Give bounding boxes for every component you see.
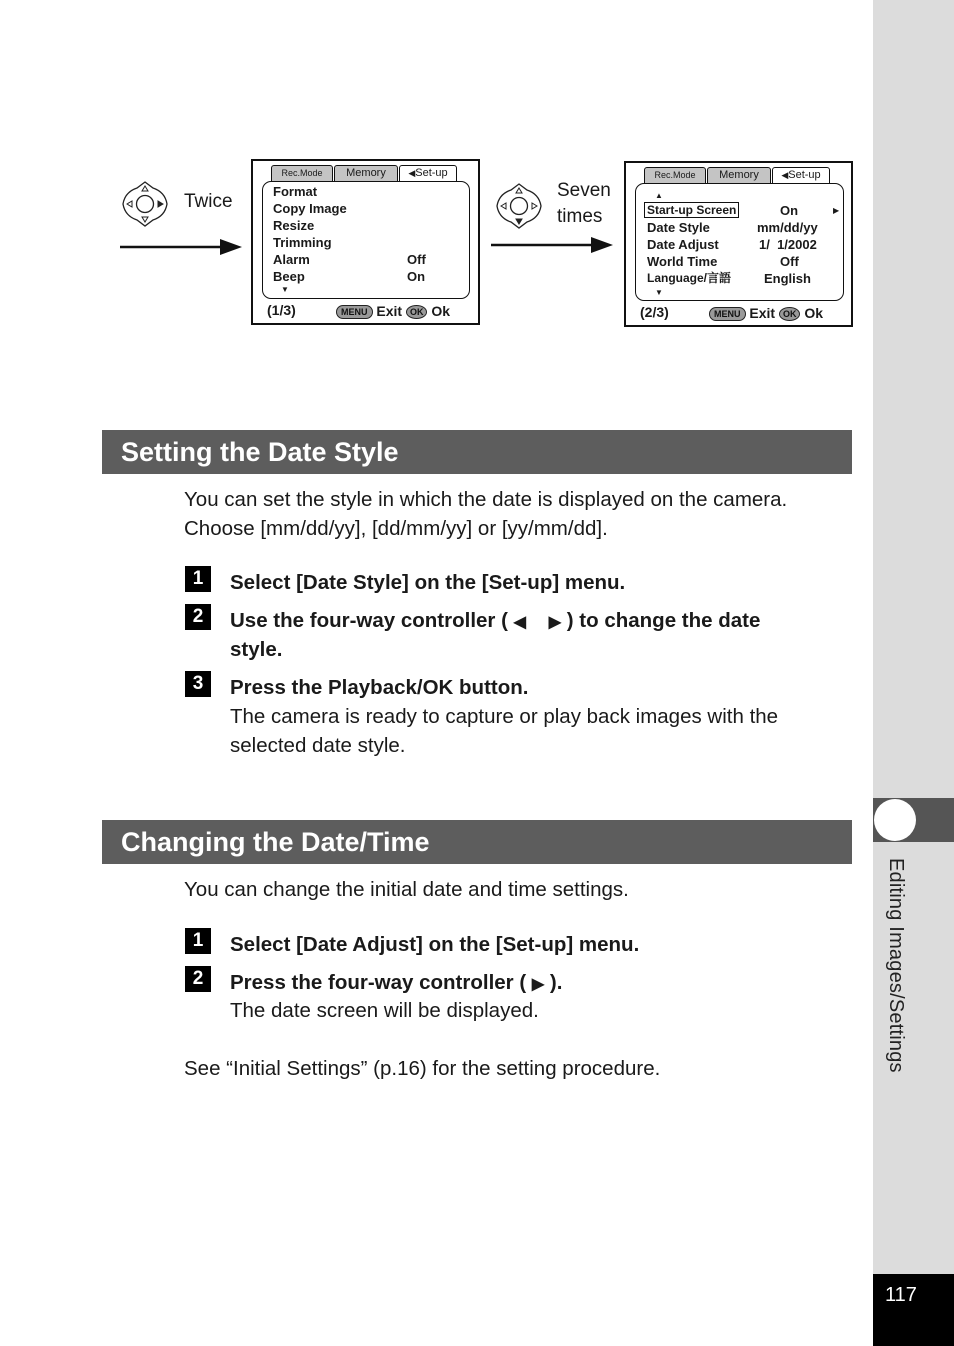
menu-value-startup-screen: On bbox=[780, 203, 799, 218]
menu-item-alarm: Alarm bbox=[273, 252, 310, 267]
step-text: Select [Date Adjust] on the [Set-up] menu. bbox=[230, 933, 640, 956]
page-indicator: (1/3) bbox=[267, 302, 296, 318]
step-number: 3 bbox=[185, 671, 211, 697]
right-triangle-icon: ▶ bbox=[548, 614, 562, 631]
four-way-controller-icon bbox=[495, 182, 543, 230]
menu-value-world-time: Off bbox=[780, 254, 799, 269]
menu-item-copy-image: Copy Image bbox=[273, 201, 347, 216]
menu-value-language: English bbox=[764, 271, 811, 286]
chapter-label: Editing Images/Settings bbox=[885, 858, 907, 1073]
selected-item-label: Start-up Screen bbox=[644, 202, 739, 218]
right-triangle-icon: ▶ bbox=[531, 976, 545, 993]
step-description: The date screen will be displayed. bbox=[230, 999, 539, 1022]
tab-setup-label: Set-up bbox=[788, 169, 821, 181]
menu-item-beep: Beep bbox=[273, 269, 305, 284]
menu-value-alarm: Off bbox=[407, 252, 426, 267]
step-text bbox=[230, 606, 760, 637]
right-arrow-icon bbox=[120, 237, 244, 257]
menu-item-language: Language/言語 bbox=[647, 271, 732, 285]
step-text bbox=[230, 968, 562, 999]
times-label: times bbox=[557, 206, 603, 227]
setup-menu-screen-2 bbox=[624, 161, 853, 327]
menu-item-trimming: Trimming bbox=[273, 235, 332, 250]
tab-memory: Memory bbox=[707, 167, 771, 184]
ok-label: Ok bbox=[804, 305, 824, 321]
step-description: selected date style. bbox=[230, 734, 406, 757]
menu-value-beep: On bbox=[407, 269, 426, 284]
tab-rec-mode: Rec.Mode bbox=[644, 167, 706, 184]
left-triangle-icon: ◀ bbox=[513, 614, 526, 631]
tab-setup-label: Set-up bbox=[415, 167, 448, 179]
tab-setup bbox=[399, 165, 457, 182]
four-way-controller-icon bbox=[121, 180, 169, 228]
section-heading-date-style: Setting the Date Style bbox=[102, 430, 852, 474]
ok-key-icon: OK bbox=[779, 307, 801, 321]
left-triangle-icon: ◀ bbox=[781, 170, 789, 180]
chapter-sidebar bbox=[873, 0, 954, 1346]
setup-menu-screen-1 bbox=[251, 159, 480, 325]
left-triangle-icon: ◀ bbox=[408, 168, 416, 178]
right-arrow-icon bbox=[491, 235, 615, 255]
exit-label: Exit bbox=[749, 305, 776, 321]
scroll-down-icon: ▼ bbox=[655, 288, 663, 297]
menu-item-date-style: Date Style bbox=[647, 220, 710, 235]
right-triangle-icon: ▶ bbox=[833, 206, 840, 215]
tab-memory: Memory bbox=[334, 165, 398, 182]
menu-key-icon: MENU bbox=[709, 307, 746, 321]
tab-rec-mode: Rec.Mode bbox=[271, 165, 333, 182]
ok-key-icon: OK bbox=[406, 305, 428, 319]
page-number: 117 bbox=[885, 1284, 917, 1306]
footer-controls bbox=[709, 305, 823, 321]
menu-item-format: Format bbox=[273, 184, 318, 199]
section-heading-date-time: Changing the Date/Time bbox=[102, 820, 852, 864]
scroll-down-icon: ▼ bbox=[281, 285, 289, 294]
chapter-marker bbox=[874, 799, 916, 841]
exit-label: Exit bbox=[376, 303, 403, 319]
section1-intro-line1: You can set the style in which the date is displayed on the camera. bbox=[184, 488, 788, 511]
menu-item-startup-screen bbox=[647, 202, 739, 219]
step-text-part: ) to change the date bbox=[566, 609, 761, 632]
menu-item-world-time: World Time bbox=[647, 254, 718, 269]
scroll-up-icon: ▲ bbox=[655, 191, 663, 200]
menu-item-date-adjust: Date Adjust bbox=[647, 237, 719, 252]
page-indicator: (2/3) bbox=[640, 304, 669, 320]
step-number: 1 bbox=[185, 566, 211, 592]
step-description: The camera is ready to capture or play back images with the bbox=[230, 705, 779, 728]
seven-label: Seven bbox=[557, 180, 611, 201]
see-also-note: See “Initial Settings” (p.16) for the setting procedure. bbox=[184, 1057, 661, 1080]
tab-setup bbox=[772, 167, 830, 184]
step-text-part: Press the four-way controller ( bbox=[230, 971, 527, 994]
section2-intro: You can change the initial date and time settings. bbox=[184, 878, 629, 901]
section1-intro-line2: Choose [mm/dd/yy], [dd/mm/yy] or [yy/mm/dd]. bbox=[184, 517, 608, 540]
step-text: Select [Date Style] on the [Set-up] menu. bbox=[230, 571, 626, 594]
step-text-continued: style. bbox=[230, 638, 283, 661]
step-text-part: ). bbox=[549, 971, 563, 994]
step-number: 2 bbox=[185, 966, 211, 992]
step-number: 1 bbox=[185, 928, 211, 954]
twice-label: Twice bbox=[184, 191, 233, 212]
menu-item-resize: Resize bbox=[273, 218, 315, 233]
ok-label: Ok bbox=[431, 303, 451, 319]
step-text-part: Use the four-way controller ( bbox=[230, 609, 508, 632]
step-text: Press the Playback/OK button. bbox=[230, 676, 529, 699]
step-number: 2 bbox=[185, 604, 211, 630]
menu-value-date-adjust: 1/ 1/2002 bbox=[759, 237, 817, 252]
menu-key-icon: MENU bbox=[336, 305, 373, 319]
menu-value-date-style: mm/dd/yy bbox=[757, 220, 818, 235]
footer-controls bbox=[336, 303, 450, 319]
